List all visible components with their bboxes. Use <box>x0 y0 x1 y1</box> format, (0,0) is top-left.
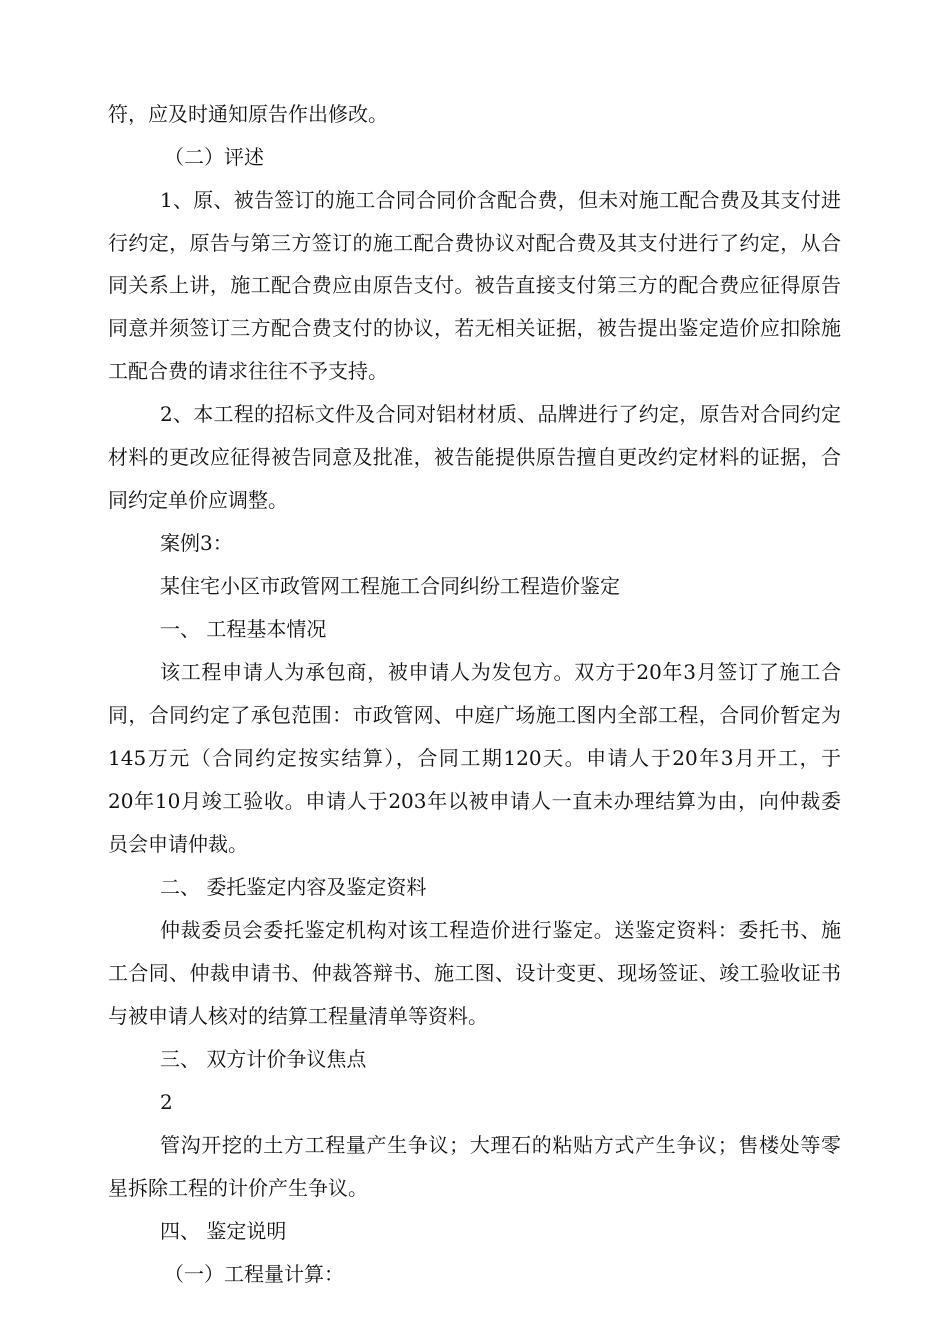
section-heading: 四、 鉴定说明 <box>160 1219 287 1243</box>
text-line: 同意并须签订三方配合费支付的协议，若无相关证据，被告提出鉴定造价应扣除施 <box>108 316 841 340</box>
text-line: 同约定单价应调整。 <box>108 488 288 512</box>
text-line: 与被申请人核对的结算工程量清单等资料。 <box>108 1004 488 1028</box>
text-line: 该工程申请人为承包商，被申请人为发包方。双方于20年3月签订了施工合 <box>160 660 841 684</box>
text-line: 星拆除工程的计价产生争议。 <box>108 1176 368 1200</box>
text-line: 工合同、仲裁申请书、仲裁答辩书、施工图、设计变更、现场签证、竣工验收证书 <box>108 961 841 985</box>
text-line: 2、本工程的招标文件及合同对铝材材质、品牌进行了约定，原告对合同约定 <box>160 402 841 426</box>
case-title: 某住宅小区市政管网工程施工合同纠纷工程造价鉴定 <box>160 574 620 598</box>
text-line: 管沟开挖的土方工程量产生争议；大理石的粘贴方式产生争议；售楼处等零 <box>160 1133 841 1157</box>
text-line: 员会申请仲裁。 <box>108 832 248 856</box>
text-line: 2 <box>160 1090 173 1114</box>
text-line: 行约定，原告与第三方签订的施工配合费协议对配合费及其支付进行了约定，从合 <box>108 231 841 255</box>
section-heading: （二）评述 <box>164 145 264 169</box>
section-heading: 二、 委托鉴定内容及鉴定资料 <box>160 875 427 899</box>
section-heading: （一）工程量计算： <box>164 1262 344 1286</box>
text-line: 仲裁委员会委托鉴定机构对该工程造价进行鉴定。送鉴定资料：委托书、施 <box>160 918 841 942</box>
text-line: 同，合同约定了承包范围：市政管网、中庭广场施工图内全部工程，合同价暂定为 <box>108 703 841 727</box>
section-heading: 三、 双方计价争议焦点 <box>160 1047 367 1071</box>
text-line: 工配合费的请求往往不予支持。 <box>108 359 388 383</box>
text-line: 符，应及时通知原告作出修改。 <box>108 102 388 126</box>
text-line: 同关系上讲，施工配合费应由原告支付。被告直接支付第三方的配合费应征得原告 <box>108 273 841 297</box>
text-line: 1、原、被告签订的施工合同合同价含配合费，但未对施工配合费及其支付进 <box>160 188 841 212</box>
text-line: 145万元（合同约定按实结算），合同工期120天。申请人于20年3月开工，于 <box>108 746 841 770</box>
case-heading: 案例3： <box>160 531 233 555</box>
text-line: 材料的更改应征得被告同意及批准，被告能提供原告擅自更改约定材料的证据，合 <box>108 445 841 469</box>
text-line: 20年10月竣工验收。申请人于203年以被申请人一直未办理结算为由，向仲裁委 <box>108 789 841 813</box>
section-heading: 一、 工程基本情况 <box>160 617 327 641</box>
